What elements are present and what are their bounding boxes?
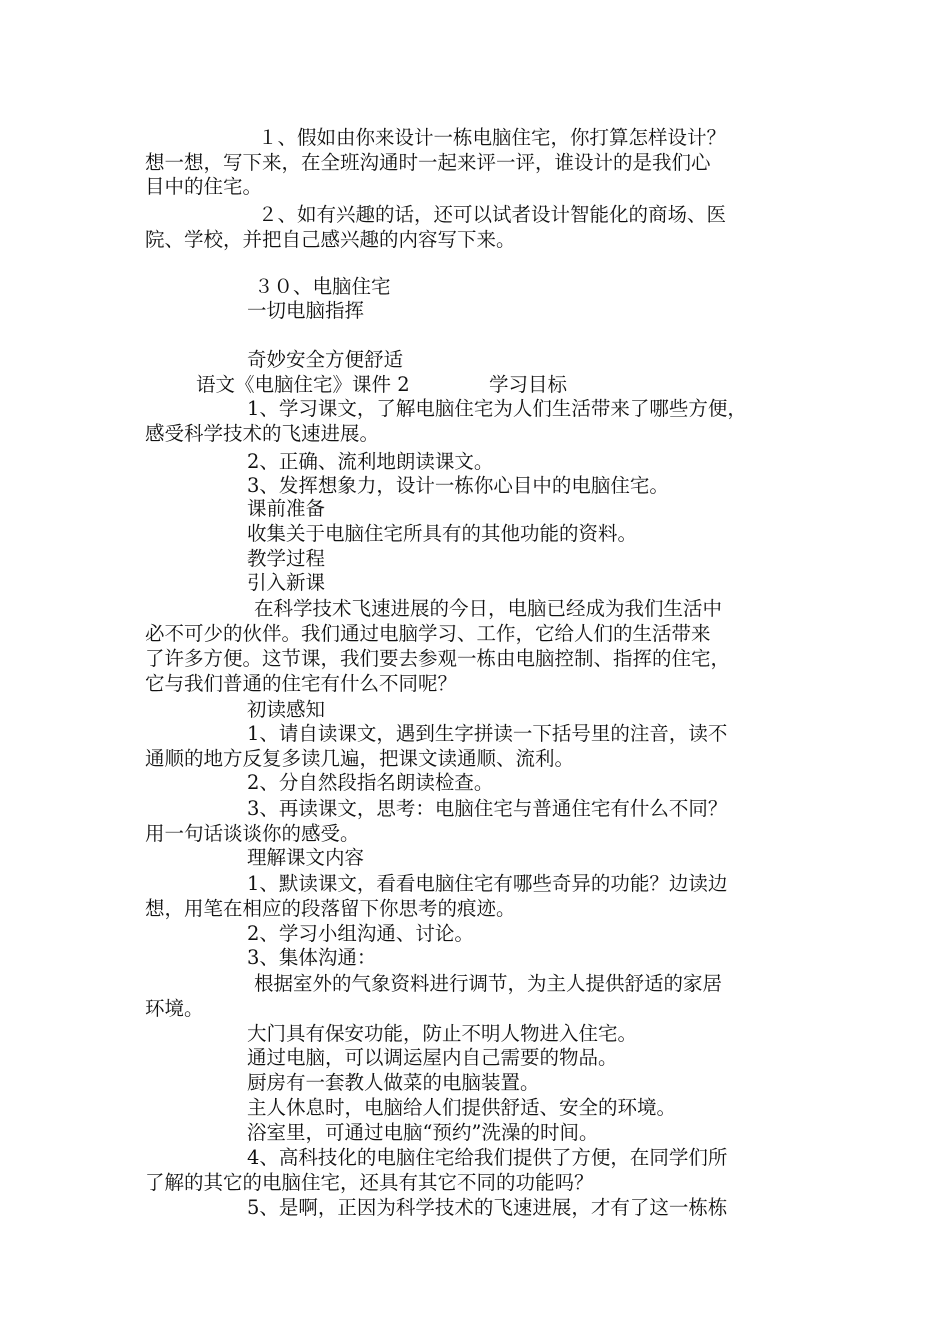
text-line: 收集关于电脑住宅所具有的其他功能的资料。 [247,522,638,545]
text-line: 感受科学技术的飞速进展。 [145,422,380,445]
text-line: 院、学校，并把自己感兴趣的内容写下来。 [145,228,516,251]
text-line: 1、学习课文，了解电脑住宅为人们生活带来了哪些方便， [247,397,747,420]
text-line: 3、集体沟通： [247,946,377,969]
text-line: 1、默读课文，看看电脑住宅有哪些奇异的功能？边读边 [247,872,728,895]
section-heading: ３０、电脑住宅 [254,275,391,298]
text-line: 想一想，写下来，在全班沟通时一起来评一评，谁设计的是我们心 [145,151,711,174]
section-heading: 理解课文内容 [247,846,365,869]
text-line: 用一句话谈谈你的感受。 [145,822,360,845]
text-line: 大门具有保安功能，防止不明人物进入住宅。 [247,1022,638,1045]
text-line: 根据室外的气象资料进行调节，为主人提供舒适的家居 [254,972,723,995]
text-line: １、假如由你来设计一栋电脑住宅，你打算怎样设计？ [258,126,727,149]
text-line: 4、高科技化的电脑住宅给我们提供了方便，在同学们所 [247,1146,728,1169]
section-heading: 引入新课 [247,571,326,594]
text-line: 3、发挥想象力，设计一栋你心目中的电脑住宅。 [247,474,669,497]
text-line: ２、如有兴趣的话，还可以试者设计智能化的商场、医 [258,203,727,226]
text-line: 了许多方便。这节课，我们要去参观一栋由电脑控制、指挥的住宅， [145,647,731,670]
text-line: 奇妙安全方便舒适 [247,348,404,371]
text-line: 浴室里，可通过电脑“预约”洗澡的时间。 [247,1121,599,1144]
text-line: 目中的住宅。 [145,175,263,198]
text-line: 必不可少的伙伴。我们通过电脑学习、工作，它给人们的生活带来 [145,622,711,645]
section-heading: 课前准备 [247,497,326,520]
text-line: 一切电脑指挥 [247,299,365,322]
section-heading: 学习目标 [489,373,568,396]
text-line: 3、再读课文，思考：电脑住宅与普通住宅有什么不同？ [247,797,728,820]
text-line: 厨房有一套教人做菜的电脑装置。 [247,1071,540,1094]
text-line: 想，用笔在相应的段落留下你思考的痕迹。 [145,897,516,920]
text-line: 它与我们普通的住宅有什么不同呢？ [145,672,458,695]
document-title: 语文《电脑住宅》课件 2 [196,373,410,396]
text-line: 通顺的地方反复多读几遍，把课文读通顺、流利。 [145,747,575,770]
text-line: 5、是啊，正因为科学技术的飞速进展，才有了这一栋栋 [247,1196,728,1219]
text-line: 了解的其它的电脑住宅，还具有其它不同的功能吗？ [145,1171,594,1194]
text-line: 2、分自然段指名朗读检查。 [247,771,494,794]
text-line: 1、请自读课文，遇到生字拼读一下括号里的注音，读不 [247,722,728,745]
text-line: 在科学技术飞速进展的今日，电脑已经成为我们生活中 [254,597,723,620]
section-heading: 教学过程 [247,547,326,570]
section-heading: 初读感知 [247,698,326,721]
text-line: 2、正确、流利地朗读课文。 [247,450,494,473]
text-line: 2、学习小组沟通、讨论。 [247,922,474,945]
text-line: 环境。 [145,997,204,1020]
text-line: 通过电脑，可以调运屋内自己需要的物品。 [247,1046,618,1069]
text-line: 主人休息时，电脑给人们提供舒适、安全的环境。 [247,1096,677,1119]
